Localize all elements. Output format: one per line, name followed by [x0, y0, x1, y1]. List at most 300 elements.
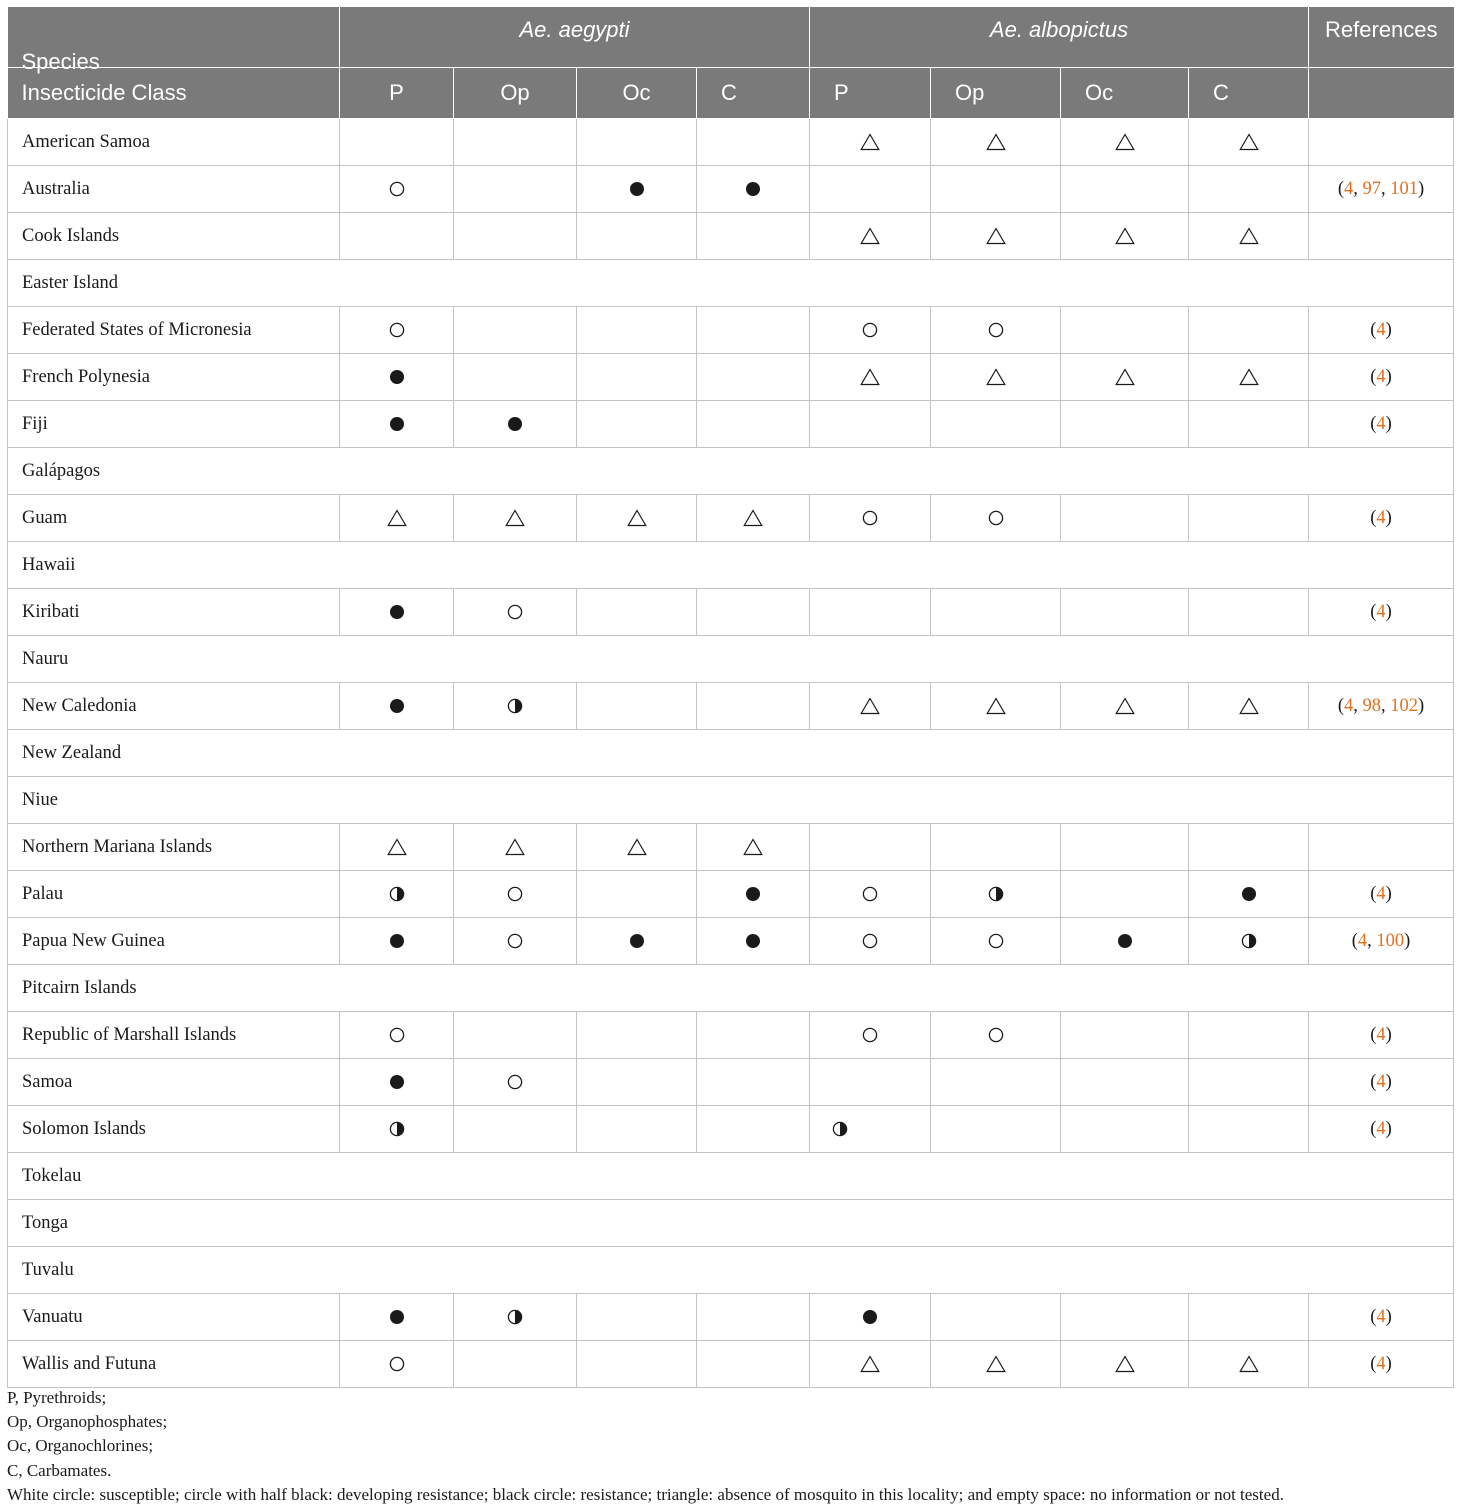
table-row	[8, 119, 1454, 166]
table-row	[8, 824, 1454, 871]
resistance-cell	[1061, 1106, 1189, 1153]
resistance-cell	[340, 871, 454, 918]
country-cell: Pitcairn Islands	[8, 965, 1454, 1012]
black-circle-icon	[743, 884, 763, 904]
table-row	[8, 260, 1454, 307]
black-circle-icon	[387, 367, 407, 387]
resistance-cell	[697, 683, 810, 730]
country-cell: Nauru	[8, 636, 1454, 683]
references-cell: (4)	[1309, 354, 1454, 401]
white-circle-icon	[505, 602, 525, 622]
white-circle-icon	[986, 320, 1006, 340]
resistance-cell	[697, 401, 810, 448]
resistance-cell	[810, 354, 931, 401]
resistance-cell	[697, 824, 810, 871]
references-cell: (4)	[1309, 307, 1454, 354]
resistance-cell	[1189, 213, 1309, 260]
black-circle-icon	[505, 414, 525, 434]
references-cell: (4)	[1309, 589, 1454, 636]
half-circle-icon	[505, 696, 525, 716]
resistance-cell	[340, 918, 454, 965]
resistance-cell	[810, 166, 931, 213]
resistance-cell	[1189, 354, 1309, 401]
resistance-cell	[1189, 166, 1309, 213]
black-circle-icon	[743, 931, 763, 951]
subheader-albopictus-c: C	[1189, 68, 1309, 119]
references-cell: (4)	[1309, 871, 1454, 918]
citation-link[interactable]: 97	[1362, 178, 1382, 199]
black-circle-icon	[387, 931, 407, 951]
references-cell	[1309, 119, 1454, 166]
resistance-cell	[1061, 213, 1189, 260]
white-circle-icon	[986, 508, 1006, 528]
resistance-cell	[1189, 683, 1309, 730]
table-row	[8, 589, 1454, 636]
resistance-cell	[454, 1341, 577, 1388]
table-row	[8, 401, 1454, 448]
country-cell: Niue	[8, 777, 1454, 824]
resistance-cell	[577, 119, 697, 166]
resistance-cell	[1061, 307, 1189, 354]
black-circle-icon	[387, 1072, 407, 1092]
white-circle-icon	[860, 320, 880, 340]
resistance-cell	[1061, 495, 1189, 542]
triangle-icon	[1115, 1354, 1135, 1374]
resistance-cell	[697, 871, 810, 918]
white-circle-icon	[986, 1025, 1006, 1045]
table-row	[8, 1106, 1454, 1153]
resistance-cell	[810, 119, 931, 166]
triangle-icon	[627, 508, 647, 528]
resistance-cell	[340, 119, 454, 166]
triangle-icon	[860, 226, 880, 246]
references-cell: (4, 100)	[1309, 918, 1454, 965]
references-cell: (4)	[1309, 1106, 1454, 1153]
resistance-cell	[810, 589, 931, 636]
resistance-cell	[577, 1012, 697, 1059]
citation-link[interactable]: 4	[1344, 695, 1354, 716]
resistance-cell	[454, 1012, 577, 1059]
triangle-icon	[1115, 696, 1135, 716]
triangle-icon	[986, 367, 1006, 387]
triangle-icon	[986, 696, 1006, 716]
resistance-cell	[577, 307, 697, 354]
table-row	[8, 1247, 1454, 1294]
resistance-cell	[340, 166, 454, 213]
resistance-cell	[697, 166, 810, 213]
resistance-cell	[577, 166, 697, 213]
citation-link[interactable]: 4	[1376, 1353, 1386, 1374]
white-circle-icon	[505, 931, 525, 951]
resistance-cell	[931, 1341, 1061, 1388]
triangle-icon	[743, 508, 763, 528]
resistance-cell	[577, 871, 697, 918]
resistance-cell	[931, 307, 1061, 354]
white-circle-icon	[860, 884, 880, 904]
resistance-cell	[697, 495, 810, 542]
resistance-cell	[340, 495, 454, 542]
resistance-cell	[454, 354, 577, 401]
triangle-icon	[1115, 132, 1135, 152]
footnote-symbol-legend: White circle: susceptible; circle with half black: developing resistance; black circle: resistance; triangle: absence of mosquito in this locality; and empty space: no information or not tested.	[7, 1484, 1284, 1504]
black-circle-icon	[627, 179, 647, 199]
triangle-icon	[387, 508, 407, 528]
citation-link[interactable]: 4	[1376, 883, 1386, 904]
resistance-cell	[810, 871, 931, 918]
country-cell: Galápagos	[8, 448, 1454, 495]
resistance-cell	[810, 1341, 931, 1388]
resistance-cell	[1061, 589, 1189, 636]
country-cell: Tuvalu	[8, 1247, 1454, 1294]
citation-link[interactable]: 4	[1376, 507, 1386, 528]
resistance-cell	[697, 1294, 810, 1341]
resistance-cell	[931, 213, 1061, 260]
resistance-cell	[577, 1341, 697, 1388]
resistance-cell	[1189, 1106, 1309, 1153]
resistance-cell	[1061, 1294, 1189, 1341]
table-row	[8, 1294, 1454, 1341]
resistance-cell	[697, 589, 810, 636]
triangle-icon	[1115, 367, 1135, 387]
resistance-cell	[340, 683, 454, 730]
resistance-cell	[931, 119, 1061, 166]
country-cell: Hawaii	[8, 542, 1454, 589]
triangle-icon	[387, 837, 407, 857]
half-circle-icon	[830, 1119, 850, 1139]
resistance-cell	[454, 307, 577, 354]
white-circle-icon	[387, 1025, 407, 1045]
country-cell: Wallis and Futuna	[8, 1341, 340, 1388]
subheader-aegypti-p: P	[340, 68, 454, 119]
references-cell: (4)	[1309, 1294, 1454, 1341]
resistance-cell	[340, 354, 454, 401]
country-cell: Guam	[8, 495, 340, 542]
resistance-cell	[340, 213, 454, 260]
resistance-cell	[454, 495, 577, 542]
subheader-aegypti-oc: Oc	[577, 68, 697, 119]
citation-link[interactable]: 98	[1362, 695, 1382, 716]
resistance-cell	[340, 1012, 454, 1059]
resistance-cell	[454, 871, 577, 918]
white-circle-icon	[387, 179, 407, 199]
resistance-cell	[810, 1106, 931, 1153]
black-circle-icon	[387, 1307, 407, 1327]
country-cell: Fiji	[8, 401, 340, 448]
resistance-cell	[697, 918, 810, 965]
table-row	[8, 777, 1454, 824]
resistance-cell	[1061, 1059, 1189, 1106]
country-cell: New Zealand	[8, 730, 1454, 777]
references-cell: (4)	[1309, 1059, 1454, 1106]
table-row	[8, 730, 1454, 777]
resistance-cell	[454, 589, 577, 636]
triangle-icon	[860, 696, 880, 716]
triangle-icon	[986, 1354, 1006, 1374]
table-row	[8, 683, 1454, 730]
resistance-cell	[810, 401, 931, 448]
resistance-cell	[454, 1106, 577, 1153]
subheader-references	[1309, 68, 1454, 119]
resistance-cell	[577, 401, 697, 448]
table-row	[8, 495, 1454, 542]
resistance-cell	[931, 871, 1061, 918]
country-cell: Samoa	[8, 1059, 340, 1106]
table-footnotes	[7, 1386, 1284, 1507]
footnote-organochlorines: Oc, Organochlorines;	[7, 1436, 154, 1456]
triangle-icon	[1239, 367, 1259, 387]
triangle-icon	[860, 367, 880, 387]
country-cell: Cook Islands	[8, 213, 340, 260]
references-cell	[1309, 824, 1454, 871]
references-cell: (4, 97, 101)	[1309, 166, 1454, 213]
white-circle-icon	[387, 320, 407, 340]
half-circle-icon	[505, 1307, 525, 1327]
resistance-cell	[577, 1059, 697, 1106]
country-cell: Easter Island	[8, 260, 1454, 307]
resistance-cell	[1061, 166, 1189, 213]
resistance-cell	[697, 213, 810, 260]
white-circle-icon	[860, 931, 880, 951]
resistance-cell	[340, 401, 454, 448]
subheader-albopictus-op: Op	[931, 68, 1061, 119]
resistance-cell	[1189, 589, 1309, 636]
resistance-cell	[1061, 918, 1189, 965]
country-cell: Kiribati	[8, 589, 340, 636]
resistance-cell	[697, 119, 810, 166]
resistance-cell	[577, 683, 697, 730]
resistance-cell	[931, 1294, 1061, 1341]
resistance-cell	[340, 1059, 454, 1106]
country-cell: Solomon Islands	[8, 1106, 340, 1153]
citation-link[interactable]: 4	[1344, 178, 1354, 199]
triangle-icon	[505, 508, 525, 528]
resistance-cell	[931, 166, 1061, 213]
black-circle-icon	[387, 696, 407, 716]
resistance-cell	[1189, 1012, 1309, 1059]
resistance-cell	[931, 589, 1061, 636]
resistance-cell	[454, 166, 577, 213]
references-cell: (4, 98, 102)	[1309, 683, 1454, 730]
triangle-icon	[1239, 226, 1259, 246]
resistance-cell	[454, 1294, 577, 1341]
table-row	[8, 965, 1454, 1012]
country-cell: Federated States of Micronesia	[8, 307, 340, 354]
country-cell: Republic of Marshall Islands	[8, 1012, 340, 1059]
white-circle-icon	[505, 884, 525, 904]
resistance-cell	[810, 213, 931, 260]
resistance-cell	[577, 354, 697, 401]
references-cell: (4)	[1309, 1341, 1454, 1388]
resistance-cell	[454, 824, 577, 871]
half-circle-icon	[986, 884, 1006, 904]
table-row	[8, 1341, 1454, 1388]
table-row	[8, 871, 1454, 918]
resistance-cell	[1189, 918, 1309, 965]
citation-link[interactable]: 4	[1376, 1071, 1386, 1092]
resistance-cell	[454, 918, 577, 965]
resistance-cell	[1061, 401, 1189, 448]
subheader-albopictus-p: P	[810, 68, 931, 119]
resistance-cell	[454, 1059, 577, 1106]
country-cell: American Samoa	[8, 119, 340, 166]
triangle-icon	[1239, 132, 1259, 152]
resistance-cell	[577, 589, 697, 636]
table-row	[8, 918, 1454, 965]
table-row	[8, 307, 1454, 354]
resistance-cell	[931, 1106, 1061, 1153]
resistance-cell	[340, 824, 454, 871]
country-cell: Tonga	[8, 1200, 1454, 1247]
black-circle-icon	[627, 931, 647, 951]
black-circle-icon	[387, 602, 407, 622]
table-row	[8, 1059, 1454, 1106]
triangle-icon	[860, 1354, 880, 1374]
country-cell: French Polynesia	[8, 354, 340, 401]
table-row	[8, 1200, 1454, 1247]
resistance-cell	[454, 401, 577, 448]
resistance-cell	[931, 918, 1061, 965]
resistance-cell	[1061, 824, 1189, 871]
citation-link[interactable]: 4	[1357, 930, 1368, 951]
references-cell: (4)	[1309, 495, 1454, 542]
citation-link[interactable]: 4	[1376, 601, 1386, 622]
citation-link[interactable]: 101	[1390, 178, 1419, 199]
resistance-cell	[931, 1012, 1061, 1059]
resistance-cell	[340, 589, 454, 636]
table-row	[8, 354, 1454, 401]
resistance-cell	[931, 401, 1061, 448]
triangle-icon	[627, 837, 647, 857]
citation-link[interactable]: 100	[1376, 930, 1405, 951]
resistance-cell	[1189, 119, 1309, 166]
resistance-cell	[454, 213, 577, 260]
resistance-cell	[1061, 1341, 1189, 1388]
resistance-cell	[810, 1012, 931, 1059]
country-cell: Vanuatu	[8, 1294, 340, 1341]
citation-link[interactable]: 4	[1376, 319, 1386, 340]
citation-link[interactable]: 102	[1390, 695, 1419, 716]
resistance-cell	[810, 307, 931, 354]
resistance-cell	[931, 683, 1061, 730]
resistance-cell	[340, 307, 454, 354]
albopictus-header: Ae. albopictus	[810, 7, 1309, 68]
triangle-icon	[986, 226, 1006, 246]
resistance-cell	[1061, 1012, 1189, 1059]
triangle-icon	[860, 132, 880, 152]
triangle-icon	[1239, 696, 1259, 716]
resistance-cell	[577, 1106, 697, 1153]
references-header: References	[1309, 7, 1454, 68]
resistance-cell	[697, 1341, 810, 1388]
triangle-icon	[986, 132, 1006, 152]
resistance-cell	[931, 824, 1061, 871]
resistance-cell	[1189, 824, 1309, 871]
resistance-cell	[340, 1294, 454, 1341]
table-row	[8, 542, 1454, 589]
resistance-cell	[1061, 683, 1189, 730]
triangle-icon	[743, 837, 763, 857]
footnote-organophosphates: Op, Organophosphates;	[7, 1412, 168, 1432]
table-row	[8, 1153, 1454, 1200]
resistance-cell	[697, 1012, 810, 1059]
species-header: Species	[8, 7, 340, 68]
resistance-cell	[931, 354, 1061, 401]
table-header	[8, 7, 1454, 119]
resistance-cell	[1189, 401, 1309, 448]
citation-link[interactable]: 4	[1376, 366, 1386, 387]
triangle-icon	[1239, 1354, 1259, 1374]
country-cell: Tokelau	[8, 1153, 1454, 1200]
resistance-cell	[577, 824, 697, 871]
resistance-cell	[1189, 1341, 1309, 1388]
resistance-cell	[931, 495, 1061, 542]
resistance-cell	[1189, 1059, 1309, 1106]
resistance-cell	[810, 918, 931, 965]
resistance-cell	[810, 495, 931, 542]
white-circle-icon	[860, 1025, 880, 1045]
country-cell: Palau	[8, 871, 340, 918]
citation-link[interactable]: 4	[1376, 1306, 1386, 1327]
white-circle-icon	[387, 1354, 407, 1374]
citation-link[interactable]: 4	[1376, 1024, 1386, 1045]
resistance-cell	[1189, 871, 1309, 918]
subheader-albopictus-oc: Oc	[1061, 68, 1189, 119]
half-circle-icon	[387, 1119, 407, 1139]
resistance-cell	[810, 824, 931, 871]
resistance-cell	[810, 683, 931, 730]
resistance-cell	[454, 119, 577, 166]
resistance-cell	[810, 1059, 931, 1106]
references-cell	[1309, 213, 1454, 260]
black-circle-icon	[387, 414, 407, 434]
resistance-cell	[340, 1106, 454, 1153]
table-row	[8, 166, 1454, 213]
resistance-cell	[577, 495, 697, 542]
insecticide-class-header: Insecticide Class	[8, 68, 340, 119]
resistance-cell	[577, 1294, 697, 1341]
aegypti-header: Ae. aegypti	[340, 7, 810, 68]
subheader-aegypti-c: C	[697, 68, 810, 119]
resistance-cell	[1061, 871, 1189, 918]
table-body	[8, 119, 1454, 1388]
white-circle-icon	[986, 931, 1006, 951]
resistance-cell	[697, 307, 810, 354]
triangle-icon	[505, 837, 525, 857]
resistance-cell	[931, 1059, 1061, 1106]
black-circle-icon	[1239, 884, 1259, 904]
resistance-cell	[697, 1059, 810, 1106]
resistance-cell	[1061, 354, 1189, 401]
resistance-cell	[1189, 1294, 1309, 1341]
country-cell: Northern Mariana Islands	[8, 824, 340, 871]
citation-link[interactable]: 4	[1376, 413, 1386, 434]
half-circle-icon	[1239, 931, 1259, 951]
footnote-pyrethroids: P, Pyrethroids;	[7, 1388, 107, 1407]
table-row	[8, 448, 1454, 495]
country-cell: Australia	[8, 166, 340, 213]
insecticide-resistance-table	[7, 7, 1454, 1388]
resistance-cell	[810, 1294, 931, 1341]
country-cell: Papua New Guinea	[8, 918, 340, 965]
country-cell: New Caledonia	[8, 683, 340, 730]
black-circle-icon	[1115, 931, 1135, 951]
resistance-cell	[454, 683, 577, 730]
white-circle-icon	[860, 508, 880, 528]
table-row	[8, 213, 1454, 260]
table-row	[8, 1012, 1454, 1059]
citation-link[interactable]: 4	[1376, 1118, 1386, 1139]
resistance-cell	[577, 213, 697, 260]
